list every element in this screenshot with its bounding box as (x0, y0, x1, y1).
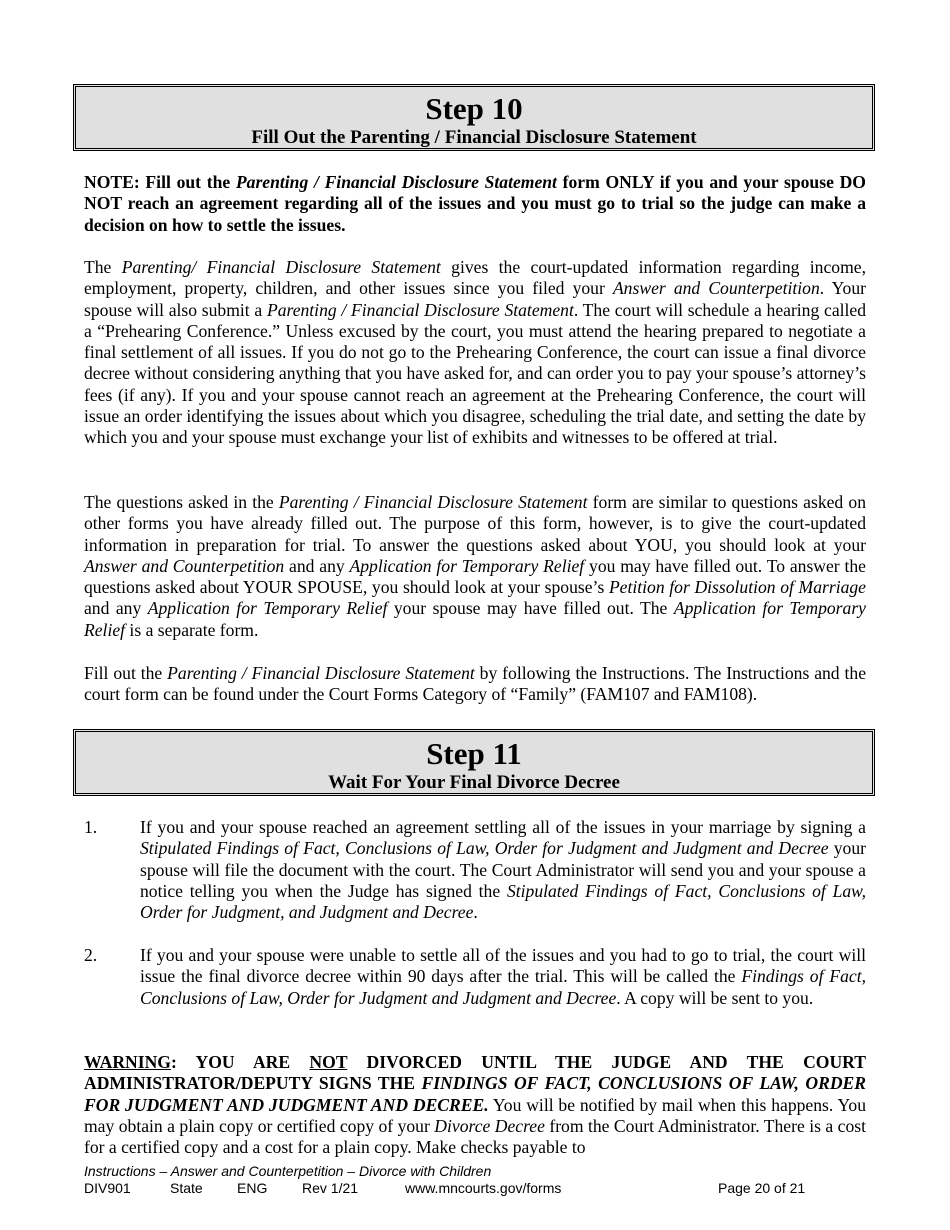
step-11-subheading: Wait For Your Final Divorce Decree (328, 772, 620, 793)
note-text-c: form ONLY if you and your spouse DO NOT reach an agreement regarding all of the issues and you must go to trial so the judge can make a decision on how to settle the issues. (84, 172, 866, 235)
p2-j: Application for Temporary Relief (147, 598, 388, 619)
page-footer (84, 1163, 866, 1197)
warning-d: Divorce Decree (434, 1115, 545, 1136)
footer-form-number: DIV901 (84, 1180, 131, 1196)
p1-e: . Your spouse will also submit a (84, 278, 866, 320)
list-item-number: 1. (84, 817, 98, 837)
list-item-text (140, 945, 866, 1009)
warning-colon: : YOU ARE (171, 1052, 310, 1072)
footer-revision: Rev 1/21 (302, 1180, 359, 1196)
p1-d: Answer and Counterpetition (612, 278, 820, 299)
p2-i: and any (84, 598, 148, 619)
p2-m: is a separate form. (125, 619, 259, 640)
step-11-header (73, 729, 875, 796)
warning-a: DIVORCED UNTIL THE JUDGE AND THE COURT ADMINISTRATOR/DEPUTY SIGNS THE (84, 1052, 866, 1094)
step-10-header (73, 84, 875, 151)
item1-b: Stipulated Findings of Fact, Conclusions of Law, Order for Judgment and Judgment and Decree (140, 838, 829, 859)
step-10-paragraph-1 (84, 257, 866, 449)
p2-b: Parenting / Financial Disclosure Statement (278, 492, 588, 512)
item1-e: . (473, 902, 478, 923)
warning-paragraph (84, 1052, 866, 1158)
footer-language: ENG (237, 1180, 268, 1196)
item2-c: . A copy will be sent to you. (616, 987, 814, 1008)
p2-a: The questions asked in the (84, 492, 279, 512)
list-item-text (140, 817, 866, 923)
list-item (84, 945, 866, 1009)
p2-e: and any (284, 555, 350, 576)
warning-e: from the Court Administrator. There is a cost for a certified copy and a cost for a plain copy. Make checks payable to (84, 1115, 866, 1158)
p1-g: . The court will schedule a hearing called a “Prehearing Conference.” Unless excused by the court, you must attend the hearing prepared to negotiate a final settlement of all issues. If you do not go to the Prehearing Conference, the court can issue a final divorce decree without considering anything that you have asked for, and can order you to pay your spouse’s attorney’s fees (if any). If you and your spouse cannot reach an agreement at the Prehearing Conference, the court will issue an order identifying the issues about which you disagree, scheduling the trial date, and setting the date by which you and your spouse must exchange your list of exhibits and witnesses to be offered at trial. (84, 299, 867, 448)
item2-b: Findings of Fact, Conclusions of Law, Order for Judgment and Judgment and Decree (140, 966, 866, 1008)
note-text-b: Parenting / Financial Disclosure Statement (235, 172, 557, 192)
item2-a: If you and your spouse were unable to settle all of the issues and you had to go to trial, the court will issue the final divorce decree within 90 days after the trial. This will be called the (140, 945, 866, 987)
item1-c: your spouse will file the document with the court. The Court Administrator will send you and your spouse a notice telling you when the Judge has signed the (140, 838, 866, 901)
step-10-paragraph-2 (84, 492, 866, 641)
step-10-note (84, 172, 866, 236)
footer-title: Instructions – Answer and Counterpetition – Divorce with Children (84, 1163, 492, 1179)
p2-f: Application for Temporary Relief (349, 555, 585, 576)
p1-a: The (84, 257, 122, 277)
footer-state: State (170, 1180, 203, 1196)
step-10-subheading: Fill Out the Parenting / Financial Disclosure Statement (251, 127, 697, 148)
warning-b: FINDINGS OF FACT, CONCLUSIONS OF LAW, ORDER FOR JUDGMENT AND JUDGMENT AND DECREE. (84, 1073, 866, 1115)
p1-c: gives the court-updated information regarding income, employment, property, children, and other issues since you filed your (84, 257, 866, 299)
p2-d: Answer and Counterpetition (84, 555, 285, 576)
p2-l: Application for Temporary Relief (84, 598, 866, 640)
footer-url[interactable]: www.mncourts.gov/forms (405, 1180, 562, 1196)
p2-c: form are similar to questions asked on other forms you have already filled out. The purpose of this form, however, is to give the court-updated information in preparation for trial. To answer the questions asked about YOU, you should look at your (84, 492, 866, 555)
p2-h: Petition for Dissolution of Marriage (608, 577, 866, 598)
warning-c: You will be notified by mail when this happens. You may obtain a plain copy or certified copy of your (84, 1094, 866, 1136)
p2-k: your spouse may have filled out. The (387, 598, 674, 619)
p3-c: by following the Instructions. The Instructions and the court form can be found under the Court Forms Category of “Family” (FAM107 and FAM108). (84, 663, 867, 705)
step-11-heading: Step 11 (426, 736, 522, 771)
item1-d: Stipulated Findings of Fact, Conclusions of Law, Order for Judgment, and Judgment and Decree (140, 880, 866, 923)
item1-a: If you and your spouse reached an agreement settling all of the issues in your marriage by signing a (140, 817, 866, 837)
note-text-a: NOTE: Fill out the (84, 172, 236, 192)
footer-page-number: Page 20 of 21 (718, 1180, 806, 1196)
p3-a: Fill out the (84, 663, 168, 683)
p2-g: you may have filled out. To answer the questions asked about YOUR SPOUSE, you should look at your spouse’s (84, 555, 866, 598)
warning-label: WARNING (84, 1052, 171, 1072)
p3-b: Parenting / Financial Disclosure Statement (167, 663, 475, 683)
step-10-paragraph-3 (84, 663, 866, 706)
warning-not: NOT (309, 1052, 348, 1072)
p1-f: Parenting / Financial Disclosure Statement (266, 299, 574, 320)
step-10-heading: Step 10 (425, 91, 523, 126)
p1-b: Parenting/ Financial Disclosure Statement (121, 257, 441, 277)
list-item-number: 2. (84, 945, 98, 965)
list-item (84, 817, 866, 923)
